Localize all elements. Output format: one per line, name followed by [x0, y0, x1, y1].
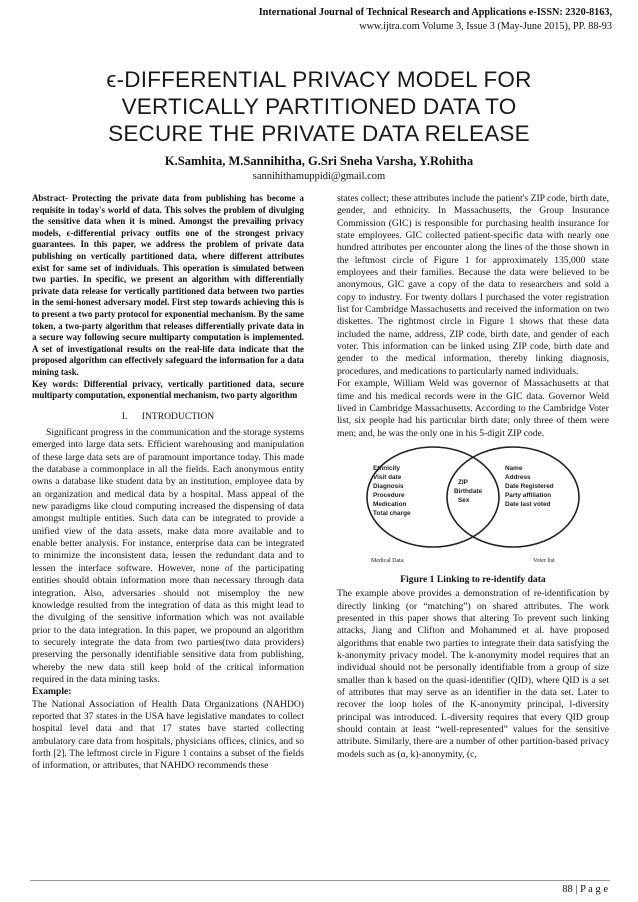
right-paragraph-2: For example, William Weld was governor of Massachusetts at that time and his medical records were in the GIC data. Governor Weld lived in Cambridge Massachusetts. According to the Cambridge Voter list, six people had his particular birth date; only three of them were men; and, he was the only one in his 5-digit ZIP code. — [337, 378, 609, 439]
right-item: Address — [505, 473, 531, 481]
left-item: Procedure — [373, 491, 405, 499]
shared-item: Birthdate — [454, 487, 483, 495]
left-item: Diagnosis — [373, 482, 404, 490]
figure-caption: Figure 1 Linking to re-identify data — [400, 573, 546, 585]
title-line-2: VERTICALLY PARTITIONED DATA TO — [121, 94, 517, 119]
medical-data-label: Medical Data — [371, 557, 404, 564]
example-paragraph: The National Association of Health Data Organizations (NAHDO) reported that 37 states in the USA have legislative mandates to collect hospital level data and that 17 states have started collecting ambulatory care data from hospitals, physicians offices, clinics, and so forth [2]. The leftmost circle in Figure 1 contains a subset of the fields of information, or attributes, that NAHDO recommends these — [32, 698, 304, 772]
footer-rule — [30, 880, 610, 881]
left-item: Ethnicity — [373, 464, 400, 472]
introduction-heading: I. INTRODUCTION — [121, 410, 215, 422]
left-item: Total charge — [373, 509, 411, 517]
right-item: Party affiliation — [505, 491, 552, 499]
example-heading: Example: — [32, 686, 72, 698]
introduction-paragraph: Significant progress in the communication and the storage systems emerged into large data sets. Efficient warehousing and manipulation of these large data sets are of paramount importance today. This made the database a commonplace in all the fields. Each anonymous entity owns a database like student data by an institution, employee data by an organization and medical data by a hospital. Mass appeal of the new paradigms like cloud computing increased the dispensing of data amongst multiple entities. Such data can be integrated to provide a unified view of the data assets, make data more available and to enable better analysis. For instance, enterprise data can be integrated to minimize the inconsistent data, lessen the redundant data and to lessen the interface software. However, none of the participating entities should obtain information more than necessary through data integration. Also, adversaries should not misemploy the new knowledge resulted from the integration of data as this might lead to the divulging of the sensitive information which was not available prior to the data integration. In this paper, we propound an algorithm to securely integrate the data from two parties(two data providers) preserving the personally identifiable sensitive data from publishing, whereby the new data still keep hold of the critical information required in the data mining tasks. — [32, 427, 304, 685]
paper-title — [30, 66, 608, 147]
shared-item: ZIP — [458, 478, 468, 486]
journal-header — [192, 6, 612, 34]
right-paragraph-3: The example above provides a demonstration of re-identification by directly linking (or “matching”) on shared attributes. The work presented in this paper shows that altering To prevent such linking attacks, Jiang and Clifton and Mohammed et al. have proposed algorithms that enable two parties to integrate their data satisfying the k-anonymity privacy model. The k-anonymity model requires that an individual should not be personally identifiable from a group of size smaller than k based on the quasi-identifier (QID), where QID is a set of attributes that may serve as an identifier in the data set. Later to recover the loop holes of the K-anonymity principal, l-diversity principal was introduced. L-diversity requires that every QID group should contain at least “well-represented” values for the sensitive attribute. Similarly, there are a number of other partition-based privacy models such as (α, k)-anonymity, (c, — [337, 588, 609, 760]
left-column — [32, 193, 304, 773]
author-email[interactable]: sannihithamuppidi@gmail.com — [252, 171, 386, 182]
voter-list-label: Voter list — [533, 557, 555, 564]
right-item: Name — [505, 464, 523, 472]
left-item: Medication — [373, 500, 407, 508]
authors: K.Samhita, M.Sannihitha, G.Sri Sneha Varsha, Y.Rohitha — [164, 154, 474, 168]
right-item: Date Registered — [505, 482, 554, 490]
right-paragraph-1: states collect; these attributes include the patient's ZIP code, birth date, gender, and ethnicity. In Massachusetts, the Group Insurance Commission (GIC) is responsible for purchasing health insurance for state employees. GIC collected patient-specific data with nearly one hundred attributes per encounter along the lines of the those shown in the leftmost circle of Figure 1 for approximately 135,000 state employees and their families. Because the data were believed to be anonymous, GIC gave a copy of the data to researchers and sold a copy to industry. For twenty dollars I purchased the voter registration list for Cambridge Massachusetts and received the information on two diskettes. The rightmost circle in Figure 1 shows that these data included the name, address, ZIP code, birth date, and gender of each voter. This information can be linked using ZIP code, birth date and gender to the medical information, thereby linking diagnosis, procedures, and medications to particularly named individuals. — [337, 193, 609, 377]
venn-diagram — [337, 444, 609, 568]
abstract: Abstract- Protecting the private data from publishing has become a requisite in today's world of data. This solves the problem of divulging the sensitive data when it is mined. Amongst the prevailing privacy models, ϵ-differential privacy outfits one of the strongest privacy guarantees. In this paper, we address the problem of private data publishing on vertically partitioned data, where different attributes exist for same set of individuals. This operation is simulated between two parties. In specific, we present an algorithm with differentially private data release for vertically partitioned data between two parties in the semi-honest adversary model. First step towards achieving this is to present a two party protocol for exponential mechanism. By the same token, a two-party algorithm that releases differentially private data in a secure way following secure multiparty computation is implemented. A set of investigational results on the real-life data indicate that the proposed algorithm can effectively safeguard the information for a data mining task. — [32, 193, 304, 377]
figure-1 — [337, 444, 609, 568]
page-number: 88 | P a g e — [562, 884, 608, 895]
title-line-3: SECURE THE PRIVATE DATA RELEASE — [108, 121, 530, 146]
shared-item: Sex — [458, 496, 470, 504]
right-item: Date last voted — [505, 500, 551, 508]
journal-line-1: International Journal of Technical Research and Applications e-ISSN: 2320-8163, — [258, 7, 612, 18]
right-column — [337, 193, 609, 761]
left-item: Visit date — [373, 473, 402, 481]
journal-line-2: www.ijtra.com Volume 3, Issue 3 (May-June 2015), PP. 88-93 — [359, 21, 612, 32]
title-line-1: ϵ-DIFFERENTIAL PRIVACY MODEL FOR — [106, 67, 532, 92]
keywords: Key words: Differential privacy, vertically partitioned data, secure multiparty computation, exponential mechanism, two party algorithm — [32, 378, 304, 401]
